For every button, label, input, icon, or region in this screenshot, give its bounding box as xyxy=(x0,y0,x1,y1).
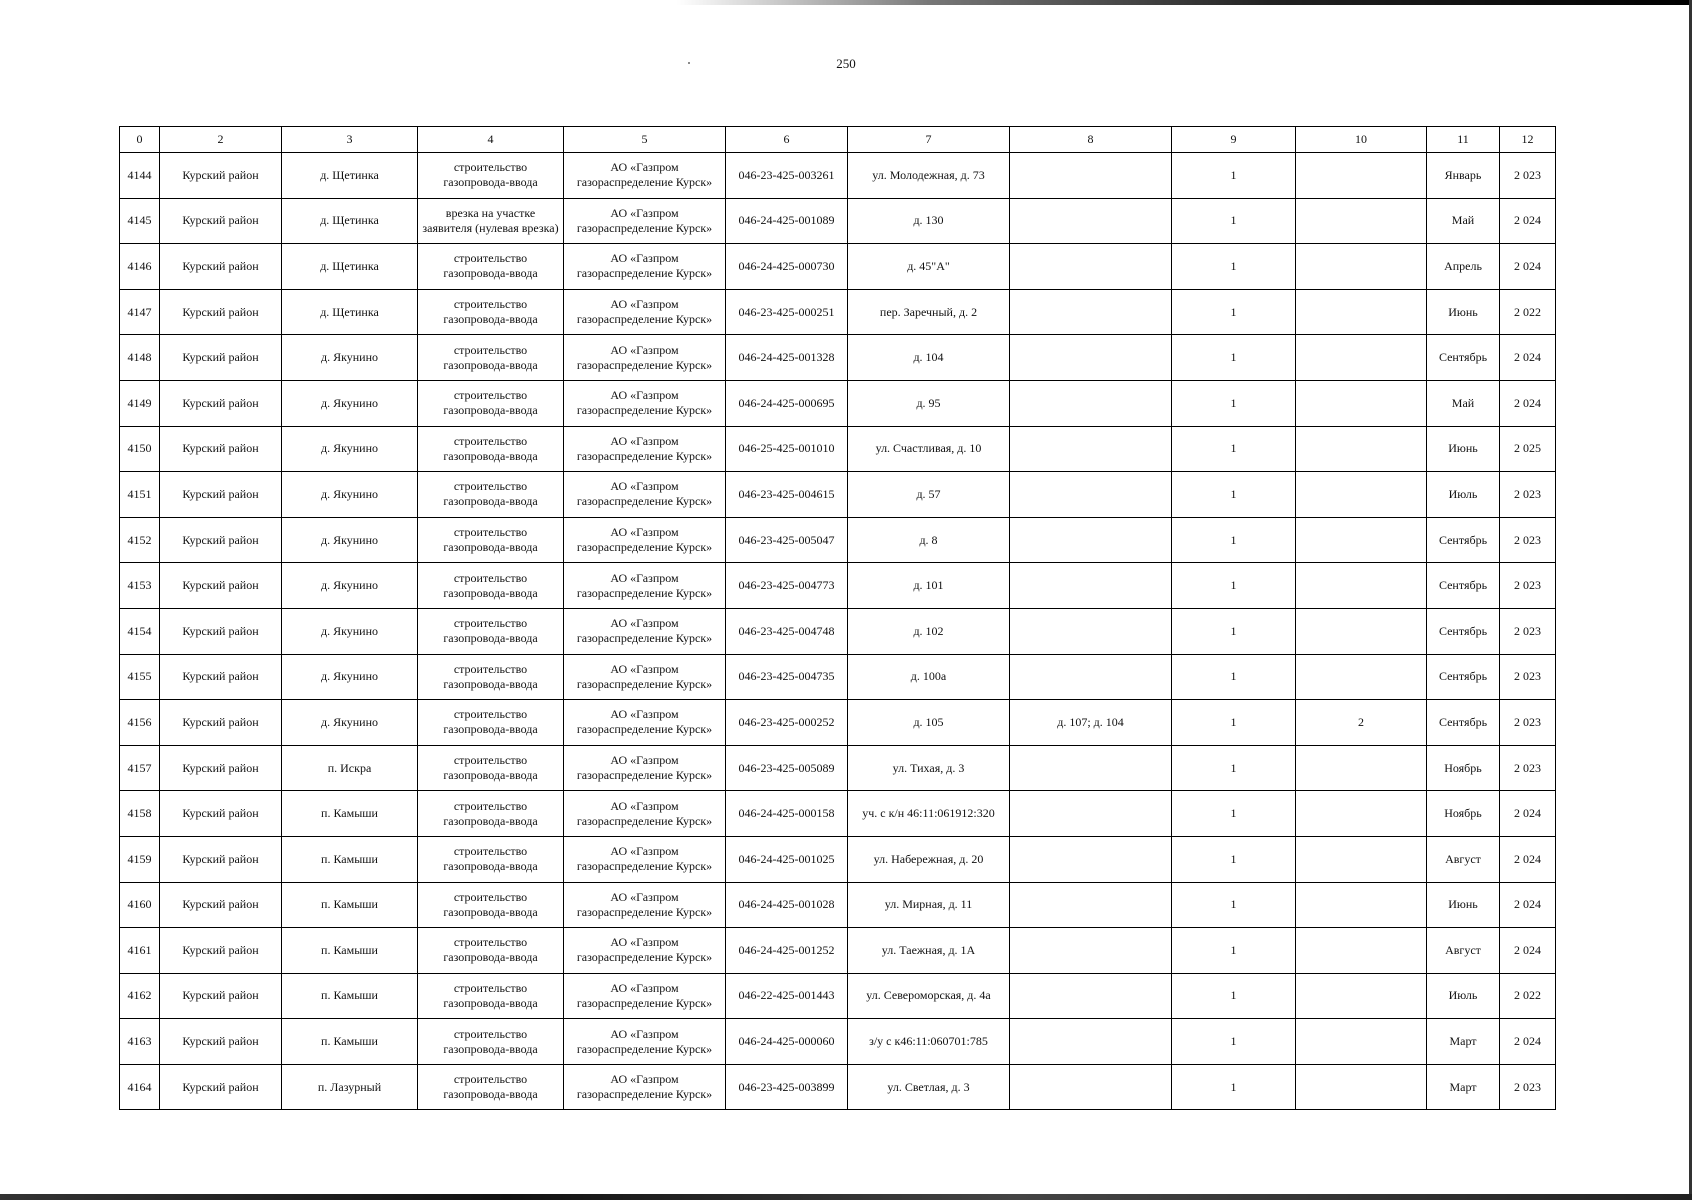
address-cell: д. 101 xyxy=(848,563,1010,609)
organization-cell: АО «Газпром газораспределение Курск» xyxy=(564,380,726,426)
header-cell: 0 xyxy=(120,127,160,153)
additional-count-cell xyxy=(1296,380,1427,426)
table-row xyxy=(120,472,1556,518)
additional-count-cell xyxy=(1296,973,1427,1019)
additional-count-cell xyxy=(1296,289,1427,335)
settlement-cell: п. Камыши xyxy=(282,882,418,928)
row-number-cell: 4147 xyxy=(120,289,160,335)
organization-cell: АО «Газпром газораспределение Курск» xyxy=(564,244,726,290)
count-cell: 1 xyxy=(1172,153,1296,199)
address-cell: д. 102 xyxy=(848,608,1010,654)
table-row xyxy=(120,244,1556,290)
count-cell: 1 xyxy=(1172,335,1296,381)
header-cell: 10 xyxy=(1296,127,1427,153)
year-cell: 2 023 xyxy=(1500,745,1556,791)
row-number-cell: 4163 xyxy=(120,1019,160,1065)
organization-cell: АО «Газпром газораспределение Курск» xyxy=(564,289,726,335)
settlement-cell: д. Якунино xyxy=(282,654,418,700)
row-number-cell: 4164 xyxy=(120,1064,160,1110)
settlement-cell: д. Щетинка xyxy=(282,198,418,244)
address-cell: д. 105 xyxy=(848,700,1010,746)
table-row xyxy=(120,1019,1556,1065)
address-cell: з/у с к46:11:060701:785 xyxy=(848,1019,1010,1065)
additional-count-cell xyxy=(1296,654,1427,700)
settlement-cell: д. Якунино xyxy=(282,563,418,609)
district-cell: Курский район xyxy=(160,1064,282,1110)
header-cell: 7 xyxy=(848,127,1010,153)
address-cell: д. 130 xyxy=(848,198,1010,244)
application-number-cell: 046-23-425-004773 xyxy=(726,563,848,609)
year-cell: 2 023 xyxy=(1500,1064,1556,1110)
settlement-cell: д. Якунино xyxy=(282,700,418,746)
additional-count-cell xyxy=(1296,1019,1427,1065)
count-cell: 1 xyxy=(1172,1019,1296,1065)
organization-cell: АО «Газпром газораспределение Курск» xyxy=(564,791,726,837)
additional-address-cell xyxy=(1010,335,1172,381)
month-cell: Март xyxy=(1427,1064,1500,1110)
settlement-cell: п. Искра xyxy=(282,745,418,791)
month-cell: Май xyxy=(1427,198,1500,244)
district-cell: Курский район xyxy=(160,928,282,974)
table-row xyxy=(120,426,1556,472)
district-cell: Курский район xyxy=(160,608,282,654)
work-type-cell: строительство газопровода-ввода xyxy=(418,517,564,563)
count-cell: 1 xyxy=(1172,472,1296,518)
application-number-cell: 046-24-425-001328 xyxy=(726,335,848,381)
application-number-cell: 046-22-425-001443 xyxy=(726,973,848,1019)
work-type-cell: строительство газопровода-ввода xyxy=(418,973,564,1019)
count-cell: 1 xyxy=(1172,426,1296,472)
additional-address-cell xyxy=(1010,1019,1172,1065)
additional-address-cell xyxy=(1010,244,1172,290)
organization-cell: АО «Газпром газораспределение Курск» xyxy=(564,836,726,882)
organization-cell: АО «Газпром газораспределение Курск» xyxy=(564,654,726,700)
organization-cell: АО «Газпром газораспределение Курск» xyxy=(564,563,726,609)
additional-count-cell xyxy=(1296,882,1427,928)
additional-address-cell xyxy=(1010,745,1172,791)
additional-count-cell xyxy=(1296,791,1427,837)
table-row xyxy=(120,380,1556,426)
year-cell: 2 024 xyxy=(1500,335,1556,381)
year-cell: 2 023 xyxy=(1500,517,1556,563)
table-row xyxy=(120,563,1556,609)
table-row xyxy=(120,1064,1556,1110)
row-number-cell: 4148 xyxy=(120,335,160,381)
work-type-cell: строительство газопровода-ввода xyxy=(418,244,564,290)
address-cell: пер. Заречный, д. 2 xyxy=(848,289,1010,335)
application-number-cell: 046-23-425-000252 xyxy=(726,700,848,746)
count-cell: 1 xyxy=(1172,791,1296,837)
work-type-cell: строительство газопровода-ввода xyxy=(418,882,564,928)
organization-cell: АО «Газпром газораспределение Курск» xyxy=(564,153,726,199)
address-cell: ул. Счастливая, д. 10 xyxy=(848,426,1010,472)
header-row xyxy=(120,127,1556,153)
application-number-cell: 046-24-425-001025 xyxy=(726,836,848,882)
address-cell: ул. Тихая, д. 3 xyxy=(848,745,1010,791)
additional-count-cell xyxy=(1296,517,1427,563)
additional-address-cell xyxy=(1010,426,1172,472)
month-cell: Июль xyxy=(1427,973,1500,1019)
organization-cell: АО «Газпром газораспределение Курск» xyxy=(564,426,726,472)
additional-address-cell xyxy=(1010,289,1172,335)
district-cell: Курский район xyxy=(160,517,282,563)
count-cell: 1 xyxy=(1172,1064,1296,1110)
settlement-cell: д. Якунино xyxy=(282,608,418,654)
address-cell: д. 8 xyxy=(848,517,1010,563)
work-type-cell: строительство газопровода-ввода xyxy=(418,836,564,882)
organization-cell: АО «Газпром газораспределение Курск» xyxy=(564,745,726,791)
work-type-cell: строительство газопровода-ввода xyxy=(418,380,564,426)
organization-cell: АО «Газпром газораспределение Курск» xyxy=(564,472,726,518)
address-cell: ул. Набережная, д. 20 xyxy=(848,836,1010,882)
application-number-cell: 046-24-425-001089 xyxy=(726,198,848,244)
count-cell: 1 xyxy=(1172,882,1296,928)
header-cell: 2 xyxy=(160,127,282,153)
district-cell: Курский район xyxy=(160,973,282,1019)
count-cell: 1 xyxy=(1172,244,1296,290)
additional-address-cell xyxy=(1010,882,1172,928)
year-cell: 2 024 xyxy=(1500,928,1556,974)
work-type-cell: строительство газопровода-ввода xyxy=(418,700,564,746)
additional-address-cell xyxy=(1010,153,1172,199)
settlement-cell: п. Камыши xyxy=(282,791,418,837)
settlement-cell: д. Якунино xyxy=(282,426,418,472)
address-cell: уч. с к/н 46:11:061912:320 xyxy=(848,791,1010,837)
settlement-cell: п. Лазурный xyxy=(282,1064,418,1110)
row-number-cell: 4161 xyxy=(120,928,160,974)
table-row xyxy=(120,335,1556,381)
district-cell: Курский район xyxy=(160,882,282,928)
count-cell: 1 xyxy=(1172,563,1296,609)
application-number-cell: 046-23-425-004735 xyxy=(726,654,848,700)
additional-address-cell xyxy=(1010,608,1172,654)
month-cell: Апрель xyxy=(1427,244,1500,290)
row-number-cell: 4152 xyxy=(120,517,160,563)
count-cell: 1 xyxy=(1172,928,1296,974)
additional-count-cell xyxy=(1296,608,1427,654)
year-cell: 2 024 xyxy=(1500,882,1556,928)
header-cell: 8 xyxy=(1010,127,1172,153)
month-cell: Август xyxy=(1427,928,1500,974)
organization-cell: АО «Газпром газораспределение Курск» xyxy=(564,928,726,974)
table-row xyxy=(120,198,1556,244)
work-type-cell: строительство газопровода-ввода xyxy=(418,791,564,837)
row-number-cell: 4162 xyxy=(120,973,160,1019)
row-number-cell: 4145 xyxy=(120,198,160,244)
organization-cell: АО «Газпром газораспределение Курск» xyxy=(564,700,726,746)
application-number-cell: 046-24-425-000695 xyxy=(726,380,848,426)
count-cell: 1 xyxy=(1172,289,1296,335)
additional-count-cell xyxy=(1296,563,1427,609)
additional-address-cell xyxy=(1010,472,1172,518)
organization-cell: АО «Газпром газораспределение Курск» xyxy=(564,608,726,654)
address-cell: ул. Молодежная, д. 73 xyxy=(848,153,1010,199)
application-number-cell: 046-24-425-000158 xyxy=(726,791,848,837)
additional-count-cell xyxy=(1296,244,1427,290)
work-type-cell: строительство газопровода-ввода xyxy=(418,745,564,791)
work-type-cell: врезка на участке заявителя (нулевая врезка) xyxy=(418,198,564,244)
work-type-cell: строительство газопровода-ввода xyxy=(418,654,564,700)
application-number-cell: 046-23-425-000251 xyxy=(726,289,848,335)
table-header xyxy=(120,127,1556,153)
year-cell: 2 023 xyxy=(1500,472,1556,518)
district-cell: Курский район xyxy=(160,836,282,882)
organization-cell: АО «Газпром газораспределение Курск» xyxy=(564,517,726,563)
organization-cell: АО «Газпром газораспределение Курск» xyxy=(564,335,726,381)
month-cell: Июнь xyxy=(1427,289,1500,335)
additional-address-cell xyxy=(1010,1064,1172,1110)
row-number-cell: 4159 xyxy=(120,836,160,882)
header-cell: 9 xyxy=(1172,127,1296,153)
year-cell: 2 024 xyxy=(1500,380,1556,426)
work-type-cell: строительство газопровода-ввода xyxy=(418,153,564,199)
address-cell: д. 45"А" xyxy=(848,244,1010,290)
table-row xyxy=(120,517,1556,563)
application-number-cell: 046-23-425-005089 xyxy=(726,745,848,791)
header-cell: 5 xyxy=(564,127,726,153)
district-cell: Курский район xyxy=(160,289,282,335)
district-cell: Курский район xyxy=(160,1019,282,1065)
count-cell: 1 xyxy=(1172,654,1296,700)
additional-address-cell xyxy=(1010,791,1172,837)
district-cell: Курский район xyxy=(160,700,282,746)
table-row xyxy=(120,654,1556,700)
table-body xyxy=(120,153,1556,1110)
row-number-cell: 4153 xyxy=(120,563,160,609)
district-cell: Курский район xyxy=(160,426,282,472)
table-row xyxy=(120,791,1556,837)
additional-count-cell xyxy=(1296,928,1427,974)
year-cell: 2 024 xyxy=(1500,244,1556,290)
settlement-cell: д. Якунино xyxy=(282,517,418,563)
row-number-cell: 4156 xyxy=(120,700,160,746)
row-number-cell: 4160 xyxy=(120,882,160,928)
row-number-cell: 4151 xyxy=(120,472,160,518)
month-cell: Август xyxy=(1427,836,1500,882)
count-cell: 1 xyxy=(1172,198,1296,244)
settlement-cell: п. Камыши xyxy=(282,973,418,1019)
year-cell: 2 023 xyxy=(1500,563,1556,609)
count-cell: 1 xyxy=(1172,836,1296,882)
district-cell: Курский район xyxy=(160,153,282,199)
scan-edge-bottom xyxy=(0,1194,1692,1200)
row-number-cell: 4144 xyxy=(120,153,160,199)
additional-count-cell xyxy=(1296,745,1427,791)
work-type-cell: строительство газопровода-ввода xyxy=(418,472,564,518)
application-number-cell: 046-24-425-000060 xyxy=(726,1019,848,1065)
settlement-cell: д. Щетинка xyxy=(282,289,418,335)
month-cell: Ноябрь xyxy=(1427,745,1500,791)
year-cell: 2 025 xyxy=(1500,426,1556,472)
year-cell: 2 024 xyxy=(1500,791,1556,837)
organization-cell: АО «Газпром газораспределение Курск» xyxy=(564,1064,726,1110)
district-cell: Курский район xyxy=(160,244,282,290)
month-cell: Июнь xyxy=(1427,426,1500,472)
additional-count-cell xyxy=(1296,472,1427,518)
address-cell: ул. Таежная, д. 1А xyxy=(848,928,1010,974)
organization-cell: АО «Газпром газораспределение Курск» xyxy=(564,198,726,244)
register-table xyxy=(119,126,1556,1110)
organization-cell: АО «Газпром газораспределение Курск» xyxy=(564,1019,726,1065)
year-cell: 2 023 xyxy=(1500,700,1556,746)
table-row xyxy=(120,153,1556,199)
row-number-cell: 4150 xyxy=(120,426,160,472)
additional-count-cell xyxy=(1296,153,1427,199)
application-number-cell: 046-24-425-000730 xyxy=(726,244,848,290)
month-cell: Сентябрь xyxy=(1427,335,1500,381)
application-number-cell: 046-23-425-004748 xyxy=(726,608,848,654)
additional-address-cell xyxy=(1010,836,1172,882)
month-cell: Сентябрь xyxy=(1427,654,1500,700)
month-cell: Сентябрь xyxy=(1427,700,1500,746)
district-cell: Курский район xyxy=(160,745,282,791)
work-type-cell: строительство газопровода-ввода xyxy=(418,335,564,381)
work-type-cell: строительство газопровода-ввода xyxy=(418,1019,564,1065)
row-number-cell: 4158 xyxy=(120,791,160,837)
address-cell: д. 57 xyxy=(848,472,1010,518)
additional-address-cell xyxy=(1010,380,1172,426)
row-number-cell: 4155 xyxy=(120,654,160,700)
row-number-cell: 4154 xyxy=(120,608,160,654)
count-cell: 1 xyxy=(1172,700,1296,746)
application-number-cell: 046-23-425-003261 xyxy=(726,153,848,199)
settlement-cell: п. Камыши xyxy=(282,928,418,974)
work-type-cell: строительство газопровода-ввода xyxy=(418,289,564,335)
additional-address-cell xyxy=(1010,517,1172,563)
additional-count-cell xyxy=(1296,198,1427,244)
year-cell: 2 023 xyxy=(1500,654,1556,700)
application-number-cell: 046-23-425-004615 xyxy=(726,472,848,518)
district-cell: Курский район xyxy=(160,654,282,700)
month-cell: Июль xyxy=(1427,472,1500,518)
district-cell: Курский район xyxy=(160,198,282,244)
table-row xyxy=(120,745,1556,791)
table-row xyxy=(120,700,1556,746)
district-cell: Курский район xyxy=(160,380,282,426)
table-row xyxy=(120,882,1556,928)
table-row xyxy=(120,608,1556,654)
year-cell: 2 022 xyxy=(1500,973,1556,1019)
additional-count-cell xyxy=(1296,836,1427,882)
month-cell: Сентябрь xyxy=(1427,608,1500,654)
header-cell: 6 xyxy=(726,127,848,153)
row-number-cell: 4149 xyxy=(120,380,160,426)
page-number: 250 xyxy=(836,56,856,71)
scan-edge-top xyxy=(0,0,1692,5)
work-type-cell: строительство газопровода-ввода xyxy=(418,426,564,472)
header-cell: 12 xyxy=(1500,127,1556,153)
additional-address-cell xyxy=(1010,563,1172,609)
year-cell: 2 023 xyxy=(1500,153,1556,199)
table-row xyxy=(120,289,1556,335)
year-cell: 2 024 xyxy=(1500,198,1556,244)
district-cell: Курский район xyxy=(160,563,282,609)
row-number-cell: 4146 xyxy=(120,244,160,290)
settlement-cell: д. Якунино xyxy=(282,335,418,381)
district-cell: Курский район xyxy=(160,472,282,518)
additional-count-cell: 2 xyxy=(1296,700,1427,746)
application-number-cell: 046-25-425-001010 xyxy=(726,426,848,472)
organization-cell: АО «Газпром газораспределение Курск» xyxy=(564,882,726,928)
count-cell: 1 xyxy=(1172,380,1296,426)
settlement-cell: д. Щетинка xyxy=(282,153,418,199)
count-cell: 1 xyxy=(1172,745,1296,791)
header-cell: 11 xyxy=(1427,127,1500,153)
count-cell: 1 xyxy=(1172,973,1296,1019)
additional-address-cell: д. 107; д. 104 xyxy=(1010,700,1172,746)
address-cell: д. 95 xyxy=(848,380,1010,426)
work-type-cell: строительство газопровода-ввода xyxy=(418,563,564,609)
additional-count-cell xyxy=(1296,1064,1427,1110)
work-type-cell: строительство газопровода-ввода xyxy=(418,928,564,974)
application-number-cell: 046-23-425-003899 xyxy=(726,1064,848,1110)
address-cell: ул. Светлая, д. 3 xyxy=(848,1064,1010,1110)
header-cell: 3 xyxy=(282,127,418,153)
address-cell: д. 104 xyxy=(848,335,1010,381)
additional-address-cell xyxy=(1010,928,1172,974)
work-type-cell: строительство газопровода-ввода xyxy=(418,608,564,654)
table-row xyxy=(120,928,1556,974)
month-cell: Январь xyxy=(1427,153,1500,199)
settlement-cell: д. Якунино xyxy=(282,472,418,518)
address-cell: ул. Мирная, д. 11 xyxy=(848,882,1010,928)
additional-address-cell xyxy=(1010,973,1172,1019)
additional-address-cell xyxy=(1010,198,1172,244)
year-cell: 2 024 xyxy=(1500,1019,1556,1065)
address-cell: д. 100а xyxy=(848,654,1010,700)
settlement-cell: п. Камыши xyxy=(282,1019,418,1065)
application-number-cell: 046-23-425-005047 xyxy=(726,517,848,563)
additional-count-cell xyxy=(1296,426,1427,472)
additional-count-cell xyxy=(1296,335,1427,381)
count-cell: 1 xyxy=(1172,608,1296,654)
settlement-cell: п. Камыши xyxy=(282,836,418,882)
month-cell: Сентябрь xyxy=(1427,517,1500,563)
count-cell: 1 xyxy=(1172,517,1296,563)
year-cell: 2 022 xyxy=(1500,289,1556,335)
additional-address-cell xyxy=(1010,654,1172,700)
month-cell: Сентябрь xyxy=(1427,563,1500,609)
header-cell: 4 xyxy=(418,127,564,153)
application-number-cell: 046-24-425-001252 xyxy=(726,928,848,974)
settlement-cell: д. Якунино xyxy=(282,380,418,426)
application-number-cell: 046-24-425-001028 xyxy=(726,882,848,928)
table-row xyxy=(120,836,1556,882)
address-cell: ул. Североморская, д. 4а xyxy=(848,973,1010,1019)
month-cell: Июнь xyxy=(1427,882,1500,928)
row-number-cell: 4157 xyxy=(120,745,160,791)
month-cell: Ноябрь xyxy=(1427,791,1500,837)
table-row xyxy=(120,973,1556,1019)
work-type-cell: строительство газопровода-ввода xyxy=(418,1064,564,1110)
month-cell: Май xyxy=(1427,380,1500,426)
year-cell: 2 023 xyxy=(1500,608,1556,654)
district-cell: Курский район xyxy=(160,791,282,837)
settlement-cell: д. Щетинка xyxy=(282,244,418,290)
year-cell: 2 024 xyxy=(1500,836,1556,882)
organization-cell: АО «Газпром газораспределение Курск» xyxy=(564,973,726,1019)
district-cell: Курский район xyxy=(160,335,282,381)
month-cell: Март xyxy=(1427,1019,1500,1065)
